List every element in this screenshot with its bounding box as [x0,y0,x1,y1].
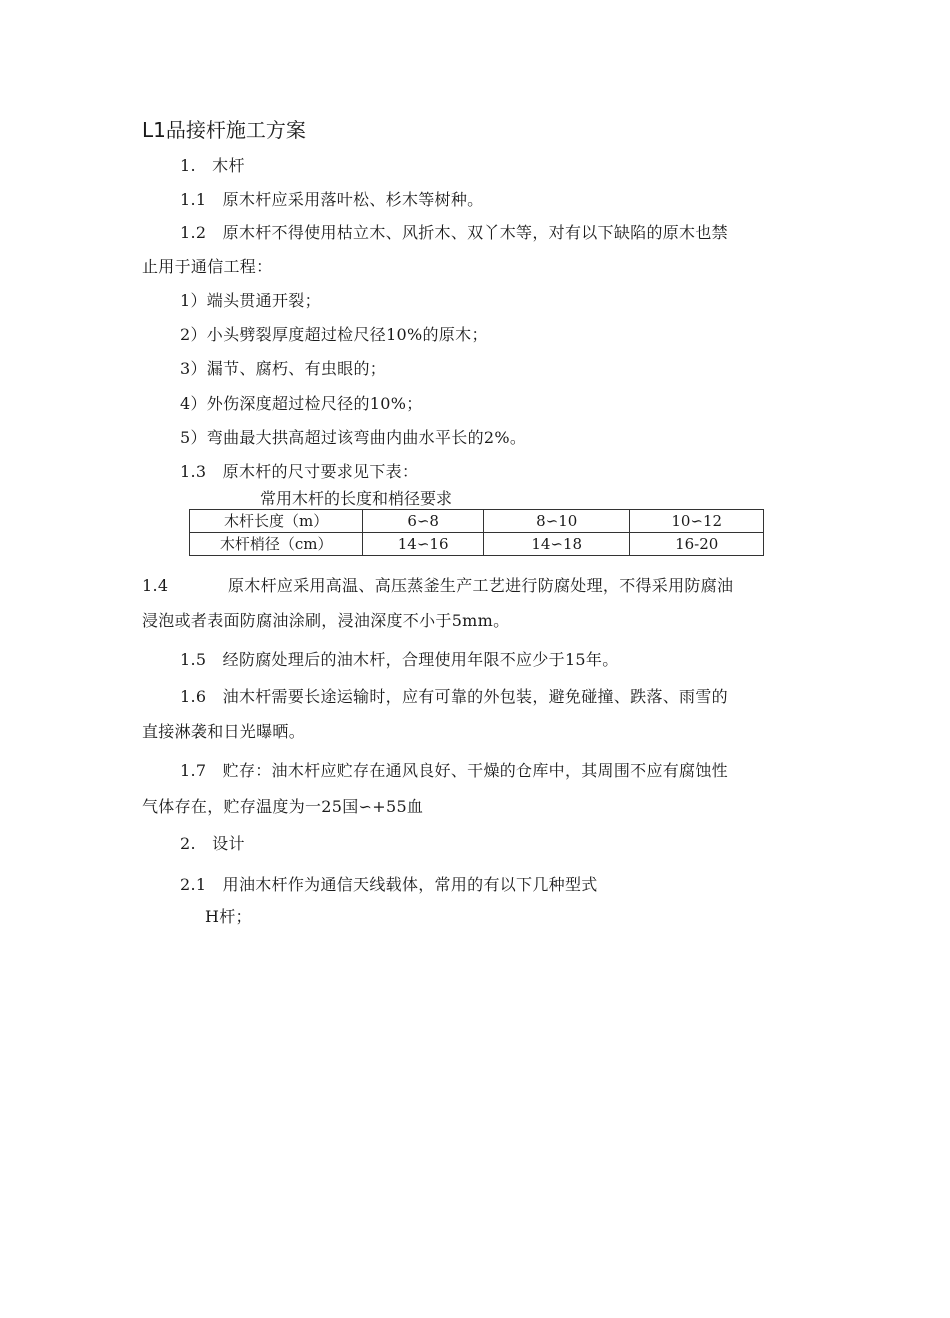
paragraph-1-4-number: 1.4 [142,576,169,595]
paragraph-1-2-line-2: 止用于通信工程： [142,257,273,276]
paragraph-1-2-line-1: 1.2 原木杆不得使用枯立木、风折木、双丫木等，对有以下缺陷的原木也禁 [180,223,728,242]
table-row [190,533,764,556]
section-1-heading: 1. 木杆 [180,156,245,175]
defect-item: 2）小头劈裂厚度超过检尺径10%的原木； [180,325,488,344]
table-cell: 16-20 [630,533,764,556]
table-row-label: 木杆梢径（cm） [190,533,363,556]
table-caption: 常用木杆的长度和梢径要求 [260,489,453,508]
paragraph-2-1: 2.1 用油木杆作为通信天线载体，常用的有以下几种型式 [180,875,598,894]
paragraph-1-6-line-1: 1.6 油木杆需要长途运输时，应有可靠的外包装，避免碰撞、跌落、雨雪的 [180,687,728,706]
table-cell: 6∽8 [363,510,484,533]
paragraph-1-6-line-2: 直接淋袭和日光曝晒。 [142,722,306,741]
paragraph-1-4-line-1: 原木杆应采用高温、高压蒸釜生产工艺进行防腐处理，不得采用防腐油 [228,576,734,595]
table-cell: 14∽18 [483,533,629,556]
paragraph-1-1: 1.1 原木杆应采用落叶松、杉木等树种。 [180,190,484,209]
paragraph-1-7-line-1: 1.7 贮存：油木杆应贮存在通风良好、干燥的仓库中，其周围不应有腐蚀性 [180,761,728,780]
paragraph-1-4-line-2: 浸泡或者表面防腐油涂刷，浸油深度不小于5mm。 [142,611,510,630]
table-row [190,510,764,533]
defect-item: 4）外伤深度超过检尺径的10%； [180,394,423,413]
table-cell: 8∽10 [483,510,629,533]
paragraph-1-5: 1.5 经防腐处理后的油木杆，合理使用年限不应少于15年。 [180,650,619,669]
defect-item: 1）端头贯通开裂； [180,291,321,310]
paragraph-1-7-line-2: 气体存在，贮存温度为一25国∽+55血 [142,797,424,816]
paragraph-2-1-item: H杆； [205,907,252,926]
defect-item: 3）漏节、腐朽、有虫眼的； [180,359,387,378]
size-requirements-table [189,509,764,556]
table-row-label: 木杆长度（m） [190,510,363,533]
table-cell: 10∽12 [630,510,764,533]
table-cell: 14∽16 [363,533,484,556]
paragraph-1-3: 1.3 原木杆的尺寸要求见下表： [180,462,419,481]
document-title: L1品接杆施工方案 [142,118,306,142]
defect-item: 5）弯曲最大拱高超过该弯曲内曲水平长的2%。 [180,428,527,447]
section-2-heading: 2. 设计 [180,834,245,853]
